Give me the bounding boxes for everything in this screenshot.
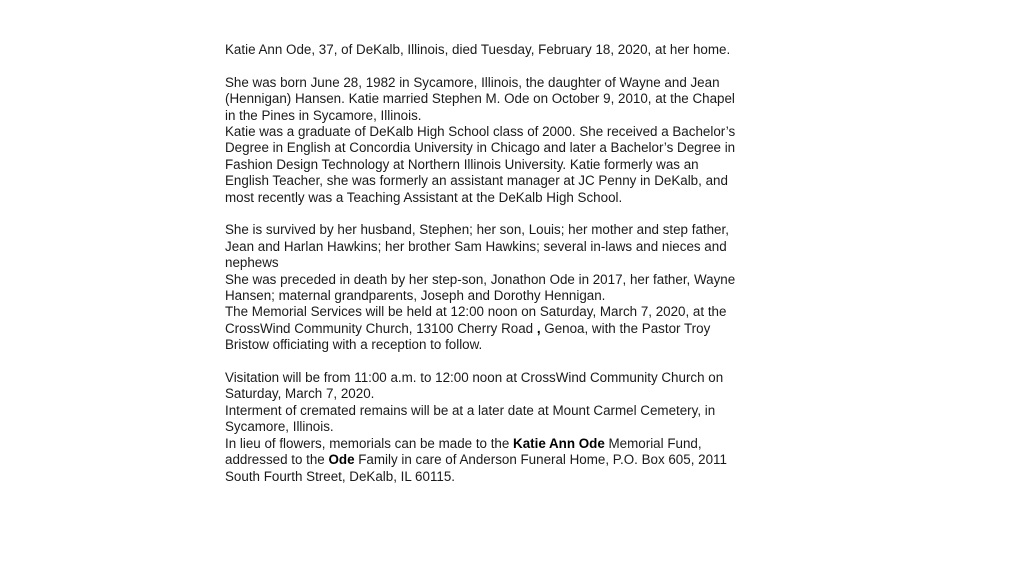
paragraph-gap [225,354,785,370]
birth-line: in the Pines in Sycamore, Illinois. [225,107,422,123]
education-line: English Teacher, she was formerly an assistant manager at JC Penny in DeKalb, and [225,173,728,189]
visitation-line: Visitation will be from 11:00 a.m. to 12:00 noon at CrossWind Community Church on [225,370,724,386]
preceded-line: Hansen; maternal grandparents, Joseph and Dorothy Hennigan. [225,288,606,304]
flowers-text: In lieu of flowers, memorials can be made to the [225,435,514,451]
intro-line: Katie Ann Ode, 37, of DeKalb, Illinois, died Tuesday, February 18, 2020, at her home. [225,42,731,57]
flowers-text: Memorial Fund, [604,435,702,451]
flowers-line [225,436,785,452]
survived-line: She is survived by her husband, Stephen; her son, Louis; her mother and step father, [225,222,729,238]
interment-line: Sycamore, Illinois. [225,419,334,435]
education-line: Degree in English at Concordia University in Chicago and later a Bachelor’s Degree in [225,140,736,156]
memorial-text: CrossWind Community Church, 13100 Cherry Road [225,320,537,336]
visitation-line: Saturday, March 7, 2020. [225,386,375,402]
memorial-line: Bristow officiating with a reception to follow. [225,337,483,353]
fund-name: Katie Ann Ode [513,435,605,451]
family-name: Ode [328,452,355,468]
paragraph-gap [225,58,785,74]
flowers-text: Family in care of Anderson Funeral Home, P.O. Box 605, 2011 [354,452,727,468]
survived-line: Jean and Harlan Hawkins; her brother Sam Hawkins; several in-laws and nieces and [225,238,727,254]
obituary-text [225,42,785,485]
education-line: Katie was a graduate of DeKalb High School class of 2000. She received a Bachelor’s [225,124,736,140]
paragraph-gap [225,206,785,222]
memorial-line: The Memorial Services will be held at 12:00 noon on Saturday, March 7, 2020, at the [225,304,727,320]
interment-line: Interment of cremated remains will be at a later date at Mount Carmel Cemetery, in [225,402,716,418]
flowers-line [225,452,785,468]
education-line: Fashion Design Technology at Northern Illinois University. Katie formerly was an [225,156,699,172]
education-line: most recently was a Teaching Assistant at the DeKalb High School. [225,189,623,205]
memorial-line [225,321,785,337]
preceded-line: She was preceded in death by her step-son, Jonathon Ode in 2017, her father, Wayne [225,271,736,287]
survived-line: nephews [225,255,279,271]
flowers-text: addressed to the [225,452,329,468]
flowers-line: South Fourth Street, DeKalb, IL 60115. [225,468,456,484]
birth-line: (Hennigan) Hansen. Katie married Stephen M. Ode on October 9, 2010, at the Chapel [225,91,735,107]
memorial-text: Genoa, with the Pastor Troy [540,320,711,336]
birth-line: She was born June 28, 1982 in Sycamore, Illinois, the daughter of Wayne and Jean [225,74,720,90]
bold-comma: , [536,320,541,336]
